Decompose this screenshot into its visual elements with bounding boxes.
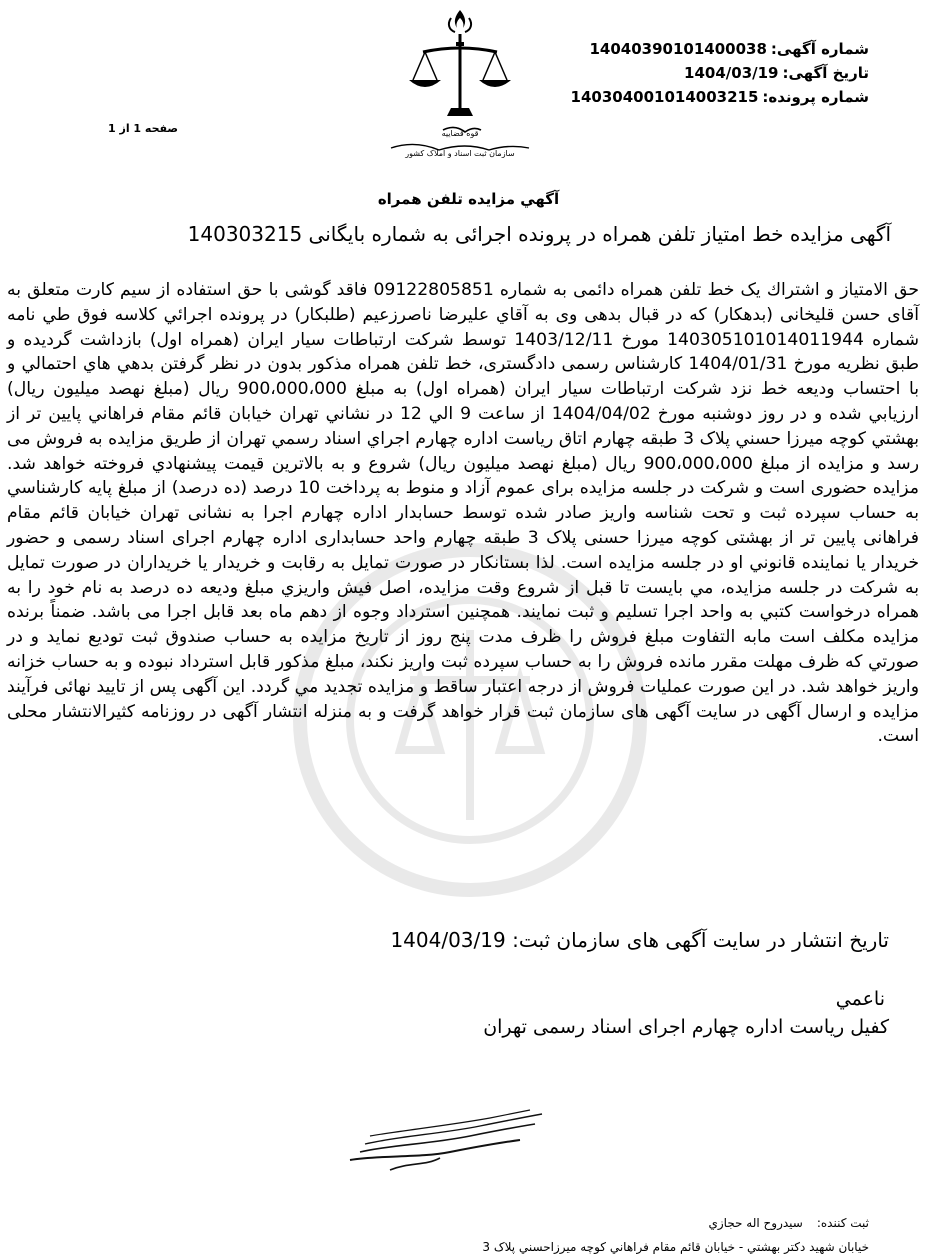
announcement-body: حق الامتياز و اشتراك يک خط تلفن همراه دائمی به شماره 09122805851 فاقد گوشی با حق استفاده از سيم كارت متعلق به آقای حسن قليخانی (بدهكار) كه در قبال بدهی وی به آقاي عليرضا ناصرزعيم (طلبكار) در پرونده اجرائي كلاسه فوق طي نامه شماره 140305101014011944 مورخ 1403/12/11 توسط شركت ارتباطات سيار ايران (همراه اول) بازداشت گرديده و طبق نظريه مورخ 1404/01/31 كارشناس رسمی دادگستری، خط تلفن همراه مذكور بدون در نظر گرفتن بدهي هاي احتمالي و با احتساب وديعه خط نزد شركت ارتباطات سيار ايران (همراه اول) به مبلغ 900،000،000 ريال (مبلغ نهصد ميليون ريال) ارزيابي شده و در روز دوشنبه مورخ 1404/04/02 از ساعت 9 الي 12 در نشاني تهران خيابان قائم مقام فراهاني پايين تر از بهشتي كوچه ميرزا حسني پلاک 3 طبقه چهارم اتاق رياست اداره چهارم اجراي اسناد رسمي تهران از طريق مزايده به فروش می رسد و مزايده از مبلغ 900،000،000 ريال (مبلغ نهصد ميليون ريال) شروع و به بالاترين قيمت پيشنهادي فروخته خواهد شد. مزايده حضوری است و شركت در جلسه مزايده برای عموم آزاد و منوط به پرداخت 10 درصد (ده درصد) از مبلغ پايه كارشناسي به حساب سپرده ثبت و تحت شناسه واريز صادر شده توسط حسابدار اداره چهارم اجرا به نشانی تهران خيابان قائم مقام فراهانی پايين تر از بهشتی كوچه ميرزا حسنی پلاک 3 طبقه چهارم واحد حسابداری اداره چهارم اجرای اسناد رسمی و حضور خريدار يا نماينده قانوني او در جلسه مزايده است. لذا بستانكار در صورت تمايل به رقابت و خريدار يا خريداران در صورت تمايل به شركت در جلسه مزايده، مي بايست تا قبل از شروع وقت مزايده، اصل فيش واريزي مبلغ وديعه ده درصد به نام خود را به همراه درخواست كتبي به واحد اجرا تسليم و ثبت نمايند. همچنين استرداد وجوه از دهم ماه بعد قابل اجرا می باشد. ضمناً برنده مزايده مكلف است مابه التفاوت مبلغ فروش را ظرف مدت پنج روز از تاريخ مزايده به حساب صندوق ثبت توديع نمايد و در صورتي كه ظرف مهلت مقرر مانده فروش را به حساب سپرده ثبت واريز نكند، مبلغ مذكور قابل استرداد نبوده و به حساب خزانه واريز خواهد شد. در اين صورت عمليات فروش از درجه اعتبار ساقط و مزايده تجديد مي گردد. اين آگهی پس از تاييد نهائی فرآيند مزايده و ارسال آگهی در سايت آگهی های سازمان ثبت قرار خواهد گرفت و به منزله انتشار آگهی در روزنامه كثيرالانتشار محلی است.: [7, 280, 920, 747]
signatory-position: کفیل ریاست اداره چهارم اجرای اسناد رسمی تهران: [483, 1016, 889, 1038]
file-number-row: [571, 88, 869, 106]
page-subtitle: آگهی مزایده خط امتیاز تلفن همراه در پرونده اجرائی به شماره بایگانی 140303215: [187, 222, 891, 246]
judiciary-emblem-icon: [385, 8, 535, 158]
publication-date: 1404/03/19: [390, 928, 506, 952]
page-indicator: صفحه 1 از 1: [108, 122, 179, 135]
file-number-label: شماره پرونده:: [762, 88, 869, 106]
office-address: خيابان شهيد دكتر بهشتي - خيابان قائم مقام فراهاني كوچه ميرزاحسني پلاک 3: [482, 1240, 869, 1254]
handwritten-signature: [330, 1100, 550, 1180]
ad-date-row: [684, 64, 869, 82]
signatory-name: ناعمي: [835, 988, 885, 1010]
emblem-text-judiciary: قوه قضاییه: [441, 129, 479, 138]
ad-number-label: شماره آگهی:: [770, 40, 869, 58]
ad-number-row: [589, 40, 869, 58]
ad-date-label: تاریخ آگهی:: [782, 64, 869, 82]
publication-label: تاریخ انتشار در سایت آگهی های سازمان ثبت:: [512, 928, 889, 952]
registrar-name: سيدروح اله حجازي: [708, 1216, 803, 1230]
page-title: آگهي مزايده تلفن همراه: [377, 190, 560, 208]
ad-number: 14040390101400038: [589, 40, 767, 58]
ad-date: 1404/03/19: [684, 64, 779, 82]
registrar-row: [708, 1216, 869, 1230]
file-number: 14030400101400321‎5: [570, 88, 759, 106]
publication-date-row: [390, 928, 889, 952]
emblem-text-registration: سازمان ثبت اسناد و املاک کشور: [405, 149, 515, 158]
registrar-label: ثبت کننده:: [816, 1216, 869, 1230]
